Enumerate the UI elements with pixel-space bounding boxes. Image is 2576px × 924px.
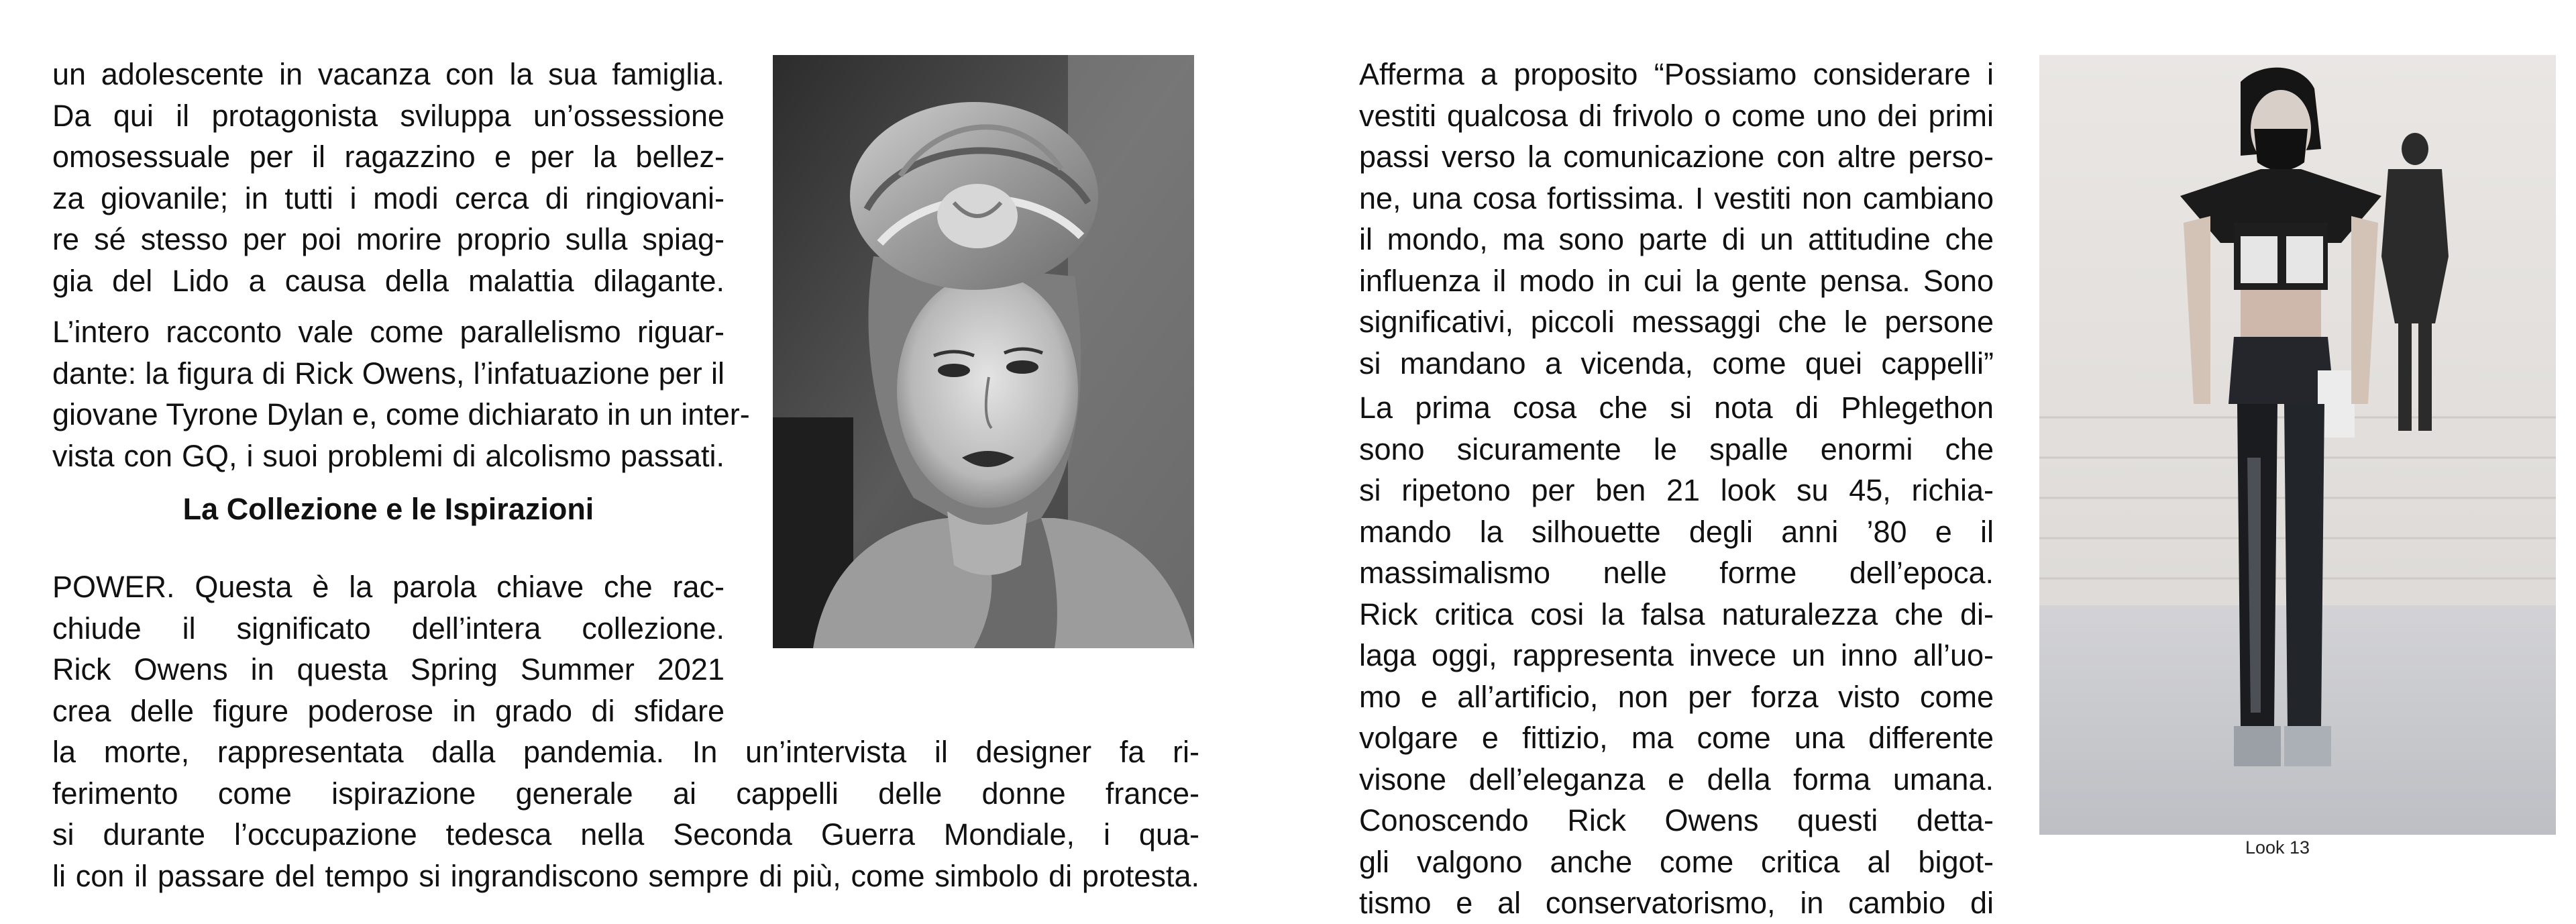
text-line: dante: la figura di Rick Owens, l’infatuazione per il [52,356,724,391]
text-line: L’intero racconto vale come parallelismo riguar- [52,315,724,349]
text-line: mando la silhouette degli anni ’80 e il [1359,514,1994,549]
runway-look-photo [2039,55,2556,835]
text-line: un adolescente in vacanza con la sua famiglia. [52,57,724,91]
text-line: laga oggi, rappresenta invece un inno all’uo- [1359,638,1994,672]
text-line: passi verso la comunicazione con altre perso- [1359,140,1994,174]
text-line: significativi, piccoli messaggi che le persone [1359,305,1994,339]
text-line: re sé stesso per poi morire proprio sulla spiag- [52,222,724,256]
text-line: vista con GQ, i suoi problemi di alcolismo passati. [52,438,724,473]
text-line: li con il passare del tempo si ingrandiscono sempre di più, come simbolo di protesta. [52,858,1199,893]
vintage-portrait-photo [773,55,1194,648]
text-line: massimalismo nelle forme dell’epoca. [1359,556,1994,590]
runway-illustration [2039,55,2556,835]
text-line: tismo e al conservatorismo, in cambio di [1359,886,1994,920]
text-line: POWER. Questa è la parola chiave che rac- [52,570,724,604]
text-line: vestiti qualcosa di frivolo o come uno dei primi [1359,98,1994,133]
left-paragraph-3-wide [52,731,1199,896]
text-line: visone dell’eleganza e della forma umana. [1359,762,1994,797]
text-line: gli valgono anche come critica al bigot- [1359,844,1994,879]
text-line: chiude il significato dell’intera collezione. [52,611,724,646]
text-line: za giovanile; in tutti i modi cerca di ringiovani- [52,181,724,215]
right-paragraph-1 [1359,54,1994,384]
portrait-illustration [773,55,1194,648]
text-line: Conoscendo Rick Owens questi detta- [1359,803,1994,837]
text-line: gia del Lido a causa della malattia dilagante. [52,263,724,298]
text-line: ne, una cosa fortissima. I vestiti non cambiano [1359,181,1994,215]
right-paragraph-2 [1359,387,1994,924]
text-line: giovane Tyrone Dylan e, come dichiarato in un inter- [52,397,750,431]
section-heading: La Collezione e le Ispirazioni [182,492,594,526]
text-line: volgare e fittizio, ma come una differente [1359,721,1994,755]
text-line: Rick critica cosi la falsa naturalezza che di- [1359,597,1994,631]
text-line: Afferma a proposito “Possiamo considerare i [1359,57,1994,91]
left-paragraph-2 [52,311,750,476]
text-line: influenza il modo in cui la gente pensa. Sono [1359,263,1994,298]
text-line: ferimento come ispirazione generale ai cappelli delle donne france- [52,776,1199,811]
text-line: crea delle figure poderose in grado di sfidare [52,693,724,728]
text-line: sono sicuramente le spalle enormi che [1359,431,1994,466]
text-line: omosessuale per il ragazzino e per la bellez- [52,140,724,174]
text-line: la morte, rappresentata dalla pandemia. In un’intervista il designer fa ri- [52,735,1199,769]
text-line: Da qui il protagonista sviluppa un’ossessione [52,98,724,133]
text-line: il mondo, ma sono parte di un attitudine che [1359,222,1994,256]
text-line: si mandano a vicenda, come quei cappelli” [1359,346,1994,380]
left-paragraph-1 [52,54,724,301]
text-line: La prima cosa che si nota di Phlegethon [1359,391,1994,425]
text-line: Rick Owens in questa Spring Summer 2021 [52,652,724,686]
photo-caption: Look 13 [2245,837,2310,858]
text-line: mo e all’artificio, non per forza visto come [1359,679,1994,714]
text-line: si ripetono per ben 21 look su 45, richia- [1359,473,1994,507]
text-line: si durante l’occupazione tedesca nella Seconda Guerra Mondiale, i qua- [52,817,1199,852]
left-paragraph-3-narrow [52,566,724,731]
